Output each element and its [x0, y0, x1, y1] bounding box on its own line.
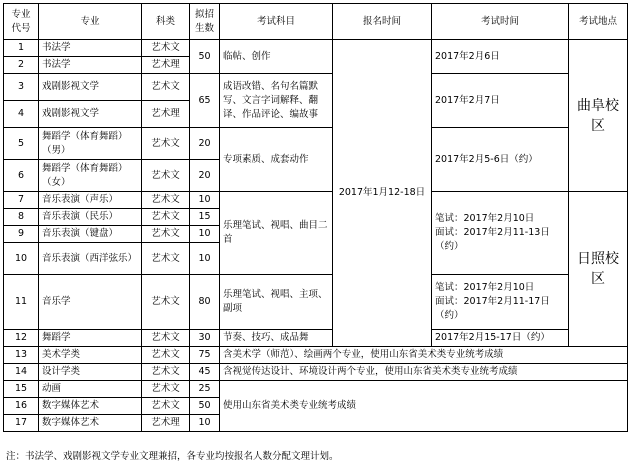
header-major: 专业 — [39, 4, 142, 40]
table-row — [4, 364, 628, 381]
cell-code: 16 — [4, 398, 39, 415]
cell-major: 音乐表演（声乐） — [39, 192, 142, 209]
cell-code: 5 — [4, 128, 39, 160]
cell-planned: 20 — [190, 128, 220, 160]
table-row — [4, 128, 628, 160]
cell-major: 舞蹈学（体育舞蹈）（女） — [39, 160, 142, 192]
cell-planned: 50 — [190, 40, 220, 74]
cell-code: 2 — [4, 57, 39, 74]
cell-subjects: 成语改错、名句名篇默写、文言字词解释、翻译、作品评论、编故事 — [220, 74, 333, 128]
cell-major: 舞蹈学（体育舞蹈）（男） — [39, 128, 142, 160]
cell-location-qufu: 曲阜校区 — [569, 40, 628, 192]
cell-category: 艺术文 — [142, 398, 190, 415]
cell-planned: 45 — [190, 364, 220, 381]
cell-exam-time: 2017年2月5-6日（约） — [432, 128, 569, 192]
cell-planned: 10 — [190, 415, 220, 432]
cell-planned: 15 — [190, 209, 220, 226]
cell-category: 艺术文 — [142, 209, 190, 226]
cell-subjects: 临帖、创作 — [220, 40, 333, 74]
cell-subjects: 节奏、技巧、成品舞 — [220, 330, 333, 347]
cell-exam-time: 2017年2月6日 — [432, 40, 569, 74]
cell-planned: 20 — [190, 160, 220, 192]
cell-major: 书法学 — [39, 40, 142, 57]
cell-code: 3 — [4, 74, 39, 101]
cell-planned: 75 — [190, 347, 220, 364]
cell-major: 动画 — [39, 381, 142, 398]
cell-category: 艺术文 — [142, 40, 190, 57]
cell-planned: 25 — [190, 381, 220, 398]
table-row — [4, 347, 628, 364]
cell-category: 艺术文 — [142, 226, 190, 243]
cell-code: 11 — [4, 275, 39, 330]
cell-code: 15 — [4, 381, 39, 398]
header-subjects: 考试科目 — [220, 4, 333, 40]
cell-major: 美术学类 — [39, 347, 142, 364]
cell-category: 艺术文 — [142, 330, 190, 347]
cell-subjects-merged: 含视觉传达设计、环境设计两个专业，使用山东省美术类专业统考成绩 — [220, 364, 628, 381]
cell-major: 戏剧影视文学 — [39, 101, 142, 128]
header-row — [4, 4, 628, 40]
cell-category: 艺术文 — [142, 192, 190, 209]
cell-code: 10 — [4, 243, 39, 275]
cell-exam-time: 2017年2月7日 — [432, 74, 569, 128]
table-row — [4, 74, 628, 101]
cell-reg-time: 2017年1月12-18日 — [333, 40, 432, 347]
cell-major: 音乐表演（键盘） — [39, 226, 142, 243]
cell-major: 数字媒体艺术 — [39, 398, 142, 415]
cell-subjects-merged: 含美术学（师范）、绘画两个专业，使用山东省美术类专业统考成绩 — [220, 347, 628, 364]
table-row — [4, 192, 628, 209]
admission-schedule-table — [3, 3, 628, 432]
cell-major: 舞蹈学 — [39, 330, 142, 347]
cell-planned: 50 — [190, 398, 220, 415]
cell-category: 艺术文 — [142, 364, 190, 381]
cell-planned: 65 — [190, 74, 220, 128]
header-category: 科类 — [142, 4, 190, 40]
cell-exam-time: 2017年2月15-17日（约） — [432, 330, 569, 347]
header-code: 专业代号 — [4, 4, 39, 40]
cell-major: 戏剧影视文学 — [39, 74, 142, 101]
cell-major: 音乐表演（民乐） — [39, 209, 142, 226]
cell-planned: 10 — [190, 192, 220, 209]
cell-category: 艺术文 — [142, 243, 190, 275]
table-row — [4, 381, 628, 398]
cell-category: 艺术文 — [142, 381, 190, 398]
cell-code: 6 — [4, 160, 39, 192]
cell-subjects-merged: 使用山东省美术类专业统考成绩 — [220, 381, 628, 432]
cell-major: 音乐表演（西洋弦乐） — [39, 243, 142, 275]
cell-code: 8 — [4, 209, 39, 226]
cell-major: 设计学类 — [39, 364, 142, 381]
cell-code: 7 — [4, 192, 39, 209]
cell-category: 艺术理 — [142, 57, 190, 74]
cell-category: 艺术文 — [142, 275, 190, 330]
cell-category: 艺术文 — [142, 74, 190, 101]
cell-category: 艺术文 — [142, 347, 190, 364]
cell-planned: 80 — [190, 275, 220, 330]
cell-exam-time: 笔试：2017年2月10日 面试：2017年2月11-17日（约） — [432, 275, 569, 330]
header-exam-time: 考试时间 — [432, 4, 569, 40]
cell-code: 12 — [4, 330, 39, 347]
header-planned: 拟招生数 — [190, 4, 220, 40]
cell-major: 书法学 — [39, 57, 142, 74]
cell-major: 数字媒体艺术 — [39, 415, 142, 432]
cell-planned: 10 — [190, 226, 220, 243]
cell-planned: 10 — [190, 243, 220, 275]
cell-category: 艺术文 — [142, 160, 190, 192]
header-location: 考试地点 — [569, 4, 628, 40]
cell-code: 9 — [4, 226, 39, 243]
cell-code: 1 — [4, 40, 39, 57]
cell-category: 艺术理 — [142, 415, 190, 432]
cell-code: 13 — [4, 347, 39, 364]
footnote: 注：书法学、戏剧影视文学专业文理兼招，各专业均按报名人数分配文理计划。 — [6, 451, 339, 462]
cell-code: 4 — [4, 101, 39, 128]
cell-category: 艺术理 — [142, 101, 190, 128]
cell-code: 14 — [4, 364, 39, 381]
cell-code: 17 — [4, 415, 39, 432]
cell-subjects: 专项素质、成套动作 — [220, 128, 333, 192]
cell-subjects: 乐理笔试、视唱、主项、副项 — [220, 275, 333, 330]
table-row — [4, 40, 628, 57]
cell-major: 音乐学 — [39, 275, 142, 330]
cell-planned: 30 — [190, 330, 220, 347]
cell-location-rizhao: 日照校区 — [569, 192, 628, 347]
cell-category: 艺术文 — [142, 128, 190, 160]
table-row — [4, 275, 628, 330]
table-row — [4, 330, 628, 347]
cell-subjects: 乐理笔试、视唱、曲目二首 — [220, 192, 333, 275]
header-reg-time: 报名时间 — [333, 4, 432, 40]
cell-exam-time: 笔试：2017年2月10日 面试：2017年2月11-13日（约） — [432, 192, 569, 275]
